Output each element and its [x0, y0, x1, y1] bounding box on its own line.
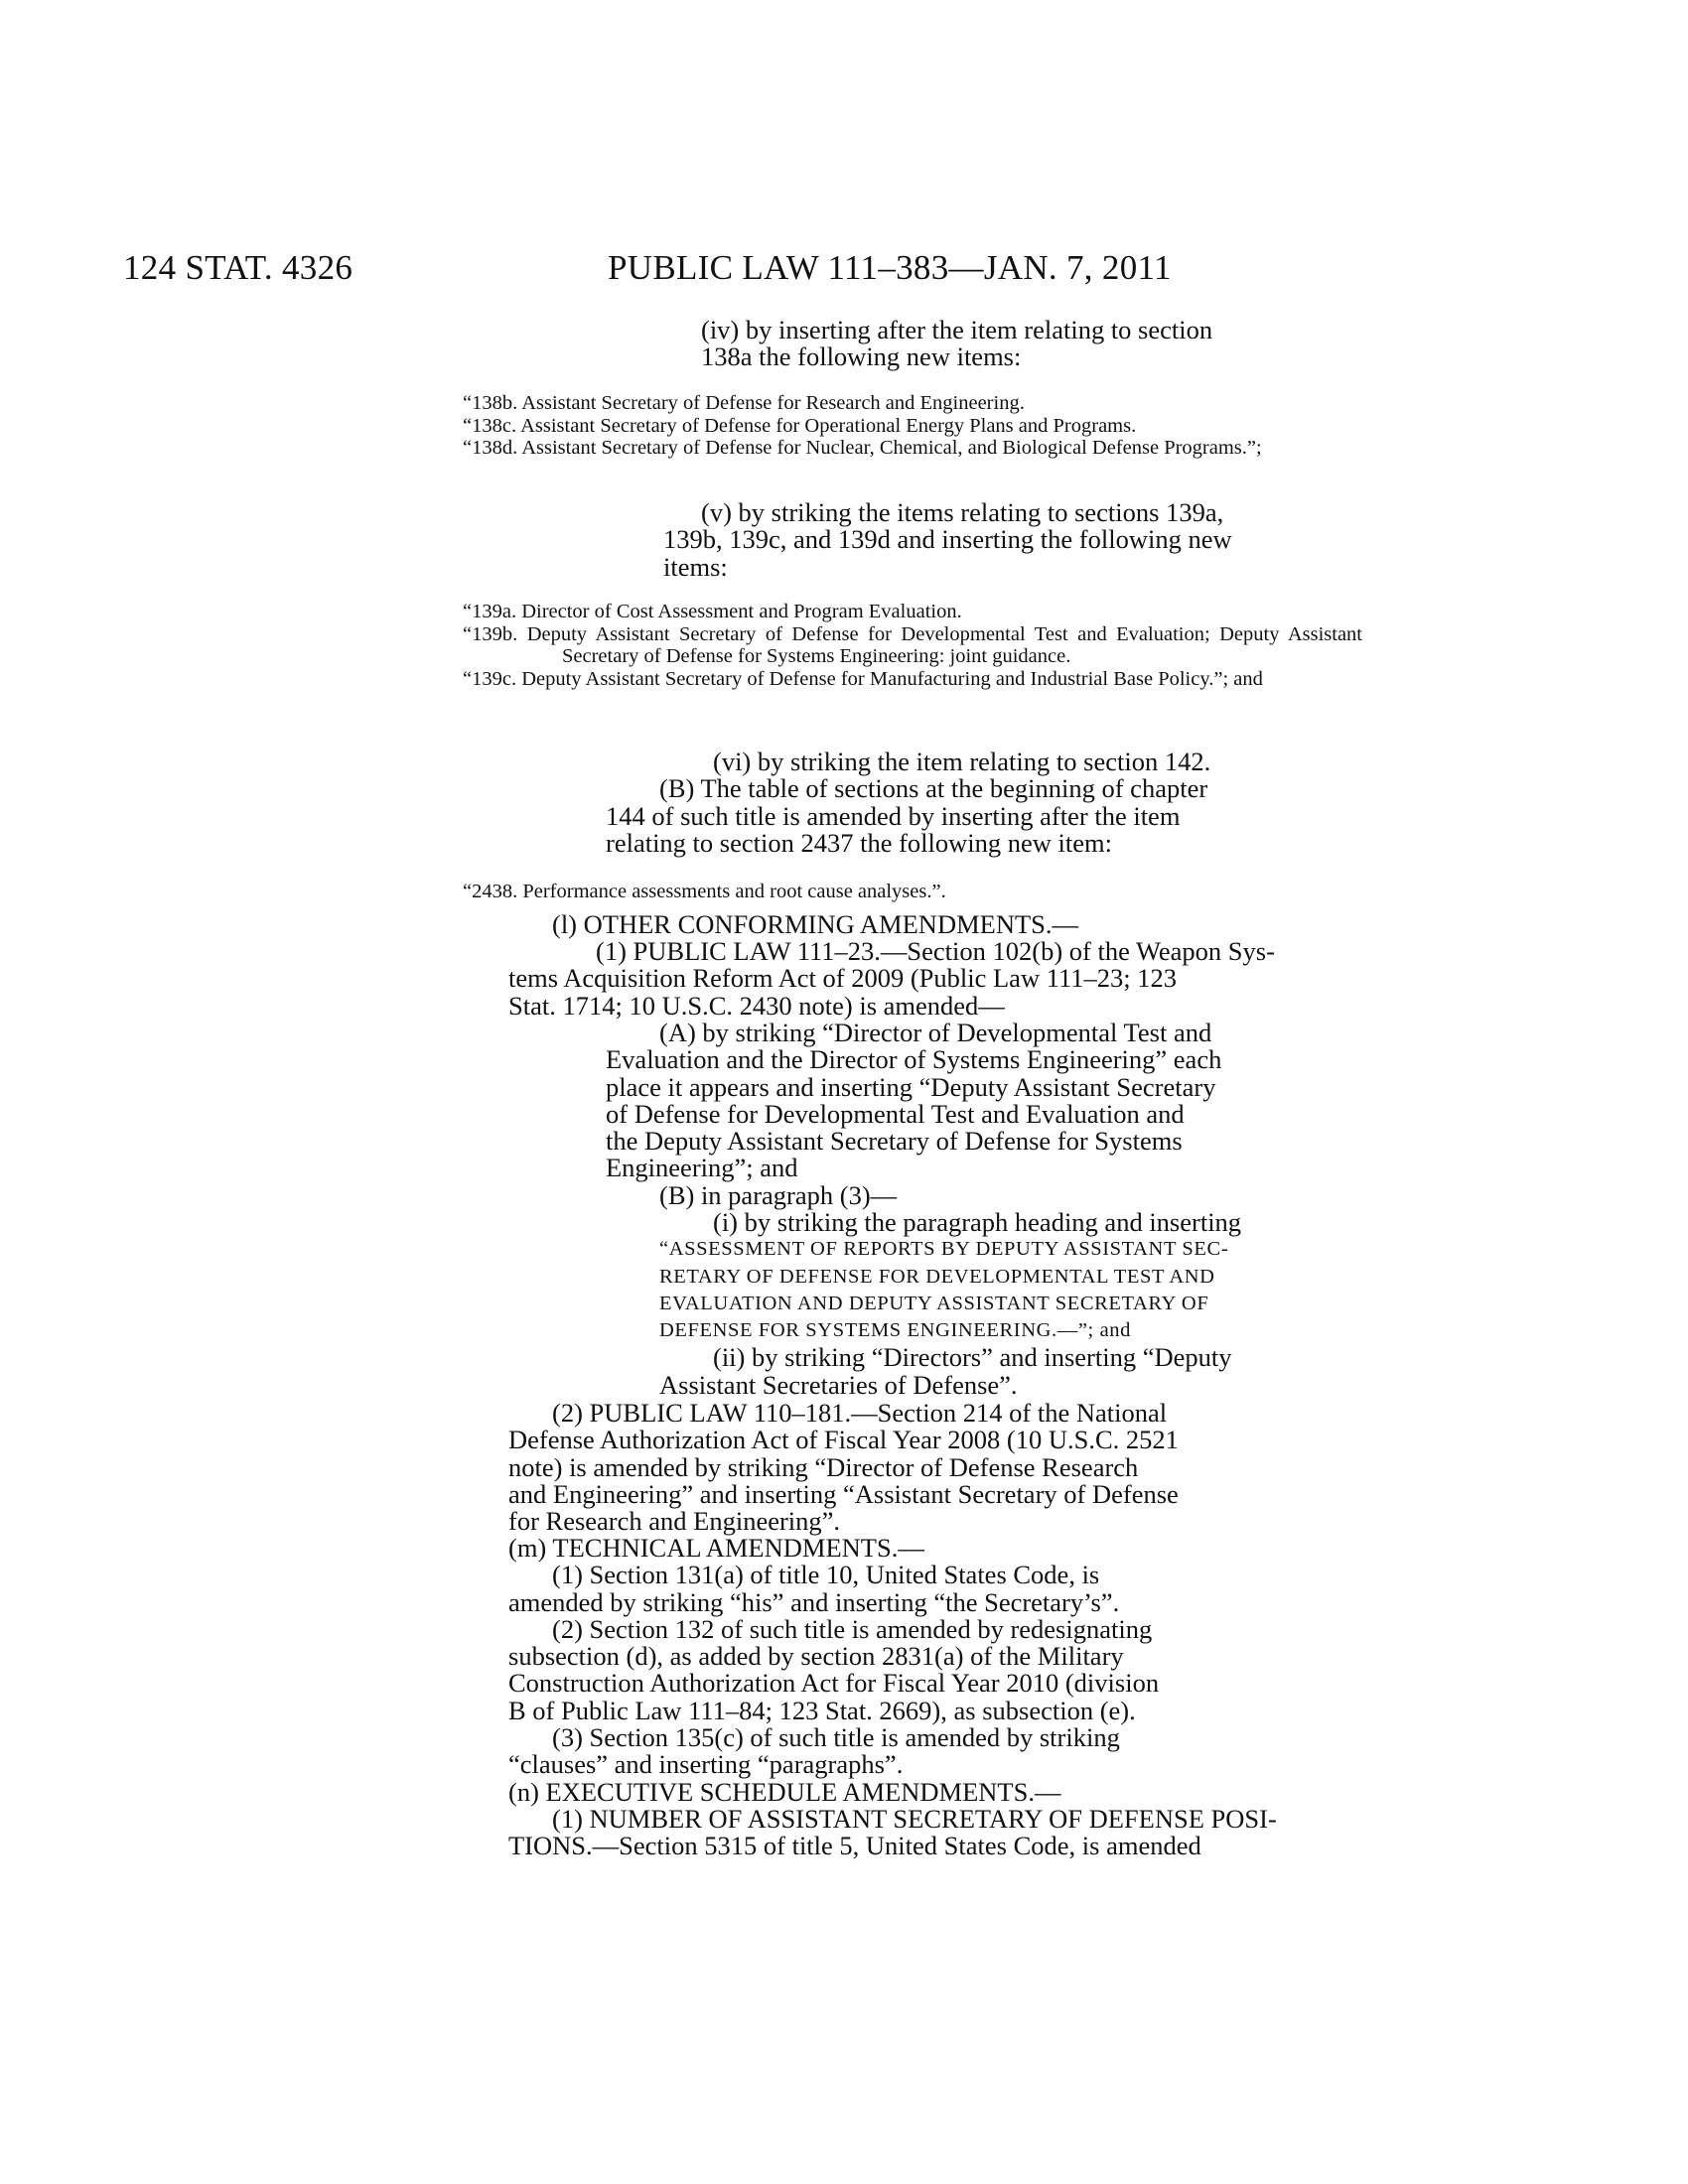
- subsection-heading: (m) TECHNICAL AMENDMENTS.—: [508, 1533, 924, 1563]
- text-line: subsection (d), as added by section 2831(a) of the Military: [508, 1641, 1124, 1672]
- subsection-heading: (l) OTHER CONFORMING AMENDMENTS.—: [552, 909, 1079, 939]
- item-list-138: [463, 392, 1362, 460]
- list-item: “139a. Director of Cost Assessment and Program Evaluation.: [463, 601, 962, 622]
- text-line: (1) NUMBER OF ASSISTANT SECRETARY OF DEFENSE POSI-: [552, 1803, 1277, 1834]
- clause-iv: [701, 317, 1362, 371]
- clause-vi-and-B: [606, 749, 1362, 857]
- text-line: (3) Section 135(c) of such title is amended by striking: [552, 1722, 1120, 1753]
- text-line: DEFENSE FOR SYSTEMS ENGINEERING.—”; and: [659, 1319, 1131, 1342]
- text-line: note) is amended by striking “Director of Defense Research: [508, 1451, 1139, 1482]
- text-line: RETARY OF DEFENSE FOR DEVELOPMENTAL TEST AND: [659, 1265, 1215, 1288]
- text-line: (2) Section 132 of such title is amended by redesignating: [552, 1613, 1153, 1644]
- item-list-139: [463, 601, 1362, 690]
- text-line: (1) Section 131(a) of title 10, United States Code, is: [552, 1560, 1100, 1590]
- text-line: (B) in paragraph (3)—: [659, 1179, 898, 1210]
- text-line: items:: [663, 551, 728, 582]
- paragraph-l1: [508, 938, 1362, 1020]
- text-line: (i) by striking the paragraph heading and inserting: [713, 1207, 1242, 1237]
- text-line: Construction Authorization Act for Fiscal Year 2010 (division: [508, 1668, 1160, 1699]
- text-line: place it appears and inserting “Deputy Assistant Secretary: [606, 1071, 1216, 1102]
- text-line: (1) PUBLIC LAW 111–23.—Section 102(b) of the Weapon Sys-: [596, 936, 1275, 967]
- text-line: for Research and Engineering”.: [508, 1506, 841, 1537]
- text-line: TIONS.—Section 5315 of title 5, United States Code, is amended: [508, 1831, 1201, 1861]
- text-line: (ii) by striking “Directors” and inserting “Deputy: [713, 1342, 1232, 1373]
- public-law-title: PUBLIC LAW 111–383—JAN. 7, 2011: [608, 248, 1172, 287]
- text-line: (v) by striking the items relating to sections 139a,: [701, 497, 1224, 527]
- text-line: of Defense for Developmental Test and Evaluation and: [606, 1098, 1185, 1129]
- text-line: 138a the following new items:: [701, 341, 1022, 372]
- text-line: (A) by striking “Director of Developmental Test and: [659, 1018, 1212, 1047]
- text-line: “clauses” and inserting “paragraphs”.: [508, 1749, 904, 1780]
- text-line: and Engineering” and inserting “Assistant Secretary of Defense: [508, 1478, 1179, 1509]
- paragraph-l1Bi: [659, 1209, 1362, 1399]
- stat-citation: 124 STAT. 4326: [123, 248, 353, 287]
- subsection-m: [508, 1535, 1362, 1860]
- list-item: “138c. Assistant Secretary of Defense for Operational Energy Plans and Programs.: [463, 414, 1137, 437]
- list-item: “139b. Deputy Assistant Secretary of Defense for Developmental Test and Evaluation; Deputy Assistant Secretary of Defense for Systems Engineering: joint guidance.: [463, 622, 1362, 667]
- text-line: tems Acquisition Reform Act of 2009 (Public Law 111–23; 123: [508, 963, 1177, 994]
- text-line: “ASSESSMENT OF REPORTS BY DEPUTY ASSISTANT SEC-: [659, 1238, 1229, 1261]
- text-line: EVALUATION AND DEPUTY ASSISTANT SECRETARY OF: [659, 1292, 1209, 1314]
- text-line: (2) PUBLIC LAW 110–181.—Section 214 of the National: [552, 1398, 1168, 1428]
- item-2438: “2438. Performance assessments and root cause analyses.”.: [463, 881, 946, 902]
- text-line: 144 of such title is amended by inserting after the item: [606, 800, 1181, 831]
- text-line: Defense Authorization Act of Fiscal Year 2008 (10 U.S.C. 2521: [508, 1425, 1179, 1455]
- clause-v: [663, 497, 1362, 582]
- text-line: (vi) by striking the item relating to section 142.: [713, 747, 1211, 776]
- paragraph-l2: [508, 1400, 1362, 1535]
- text-line: (iv) by inserting after the item relating to section: [701, 315, 1213, 344]
- text-line: B of Public Law 111–84; 123 Stat. 2669), as subsection (e).: [508, 1695, 1136, 1725]
- text-line: the Deputy Assistant Secretary of Defense for Systems: [606, 1126, 1183, 1157]
- text-line: (B) The table of sections at the beginning of chapter: [659, 773, 1208, 804]
- text-line: amended by striking “his” and inserting “the Secretary’s”.: [508, 1586, 1120, 1617]
- text-line: relating to section 2437 the following new item:: [606, 827, 1113, 858]
- list-item: “139c. Deputy Assistant Secretary of Defense for Manufacturing and Industrial Base Policy.”; and: [463, 667, 1263, 690]
- text-line: 139b, 139c, and 139d and inserting the following new: [663, 524, 1232, 555]
- list-item: “138d. Assistant Secretary of Defense for Nuclear, Chemical, and Biological Defense Programs.”;: [463, 437, 1262, 459]
- paragraph-l1A: [606, 1020, 1362, 1209]
- text-line: Evaluation and the Director of Systems Engineering” each: [606, 1044, 1222, 1075]
- text-line: Stat. 1714; 10 U.S.C. 2430 note) is amended—: [508, 990, 1005, 1021]
- text-line: Assistant Secretaries of Defense”.: [659, 1369, 1018, 1400]
- text-line: Engineering”; and: [606, 1153, 798, 1183]
- list-item: “138b. Assistant Secretary of Defense for Research and Engineering.: [463, 392, 1025, 414]
- subsection-heading: (n) EXECUTIVE SCHEDULE AMENDMENTS.—: [508, 1776, 1061, 1807]
